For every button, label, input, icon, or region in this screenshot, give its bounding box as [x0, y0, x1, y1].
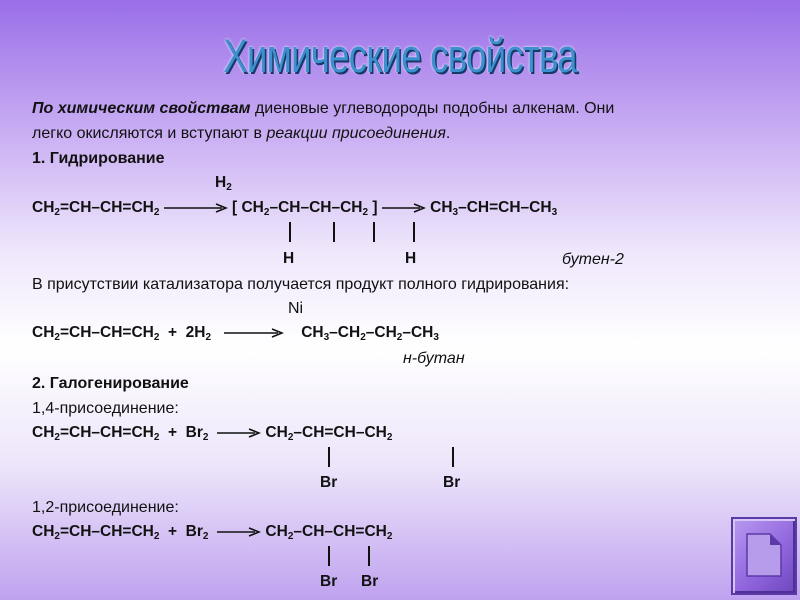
reaction-hydrogenation: $CH_2=CH-CH=CH_2$ [ $CH_2-CH-CH-CH_2$ ] $CH_3-CH=CH-CH_3$ [32, 199, 558, 218]
bromine-atom: Br [443, 474, 461, 491]
intro-text: диеновые углеводороды подобны алкенам. Они [250, 100, 615, 117]
reaction-arrow-icon [382, 203, 426, 213]
hydrogen-atom: H [283, 250, 295, 267]
intro-text-2: легко окисляются и вступают в [32, 125, 267, 142]
document-icon [746, 533, 782, 577]
bond-line [413, 222, 415, 242]
reaction-1-4-addition: $CH_2=CH-CH=CH_2 + Br_2$ $CH_2-CH=CH-CH_2$ [32, 424, 393, 443]
catalyst-label: Ni [288, 300, 304, 317]
hydrogen-atom: H [405, 250, 417, 267]
bond-line [333, 222, 335, 242]
reagent-label: $H_2$ [215, 174, 232, 193]
bond-line [328, 546, 330, 566]
bond-line [368, 546, 370, 566]
bromine-atom: Br [320, 474, 338, 491]
intro-line-2 [32, 125, 450, 143]
intro-emphasis-2: реакции присоединения [266, 125, 446, 142]
bond-line [328, 447, 330, 467]
subheading-1-2-addition: 1,2-присоединение: [32, 499, 179, 516]
page-title: Химические свойства [223, 29, 577, 82]
reaction-1-2-addition: $CH_2=CH-CH=CH_2 + Br_2$ $CH_2-CH-CH=CH_2$ [32, 523, 393, 542]
section-heading-hydrogenation: 1. Гидрирование [32, 150, 165, 167]
bromine-atom: Br [361, 573, 379, 590]
reaction-arrow-icon [164, 203, 228, 213]
intro-emphasis: По химическим свойствам [32, 100, 251, 117]
reaction-full-hydrogenation: $CH_2=CH-CH=CH_2 + 2H_2$ $CH_3-CH_2-CH_2-CH_3$ [32, 324, 439, 343]
intro-line-1 [32, 100, 614, 118]
bond-line [289, 222, 291, 242]
product-name-butene: бутен-2 [562, 251, 624, 268]
reaction-arrow-icon [224, 328, 284, 338]
section-heading-halogenation: 2. Галогенирование [32, 375, 189, 392]
subheading-1-4-addition: 1,4-присоединение: [32, 400, 179, 417]
intro-period: . [445, 125, 451, 142]
product-name-butane: н-бутан [403, 350, 465, 367]
reaction-arrow-icon [217, 428, 261, 438]
reaction-arrow-icon [217, 527, 261, 537]
document-nav-button[interactable] [731, 517, 797, 595]
bromine-atom: Br [320, 573, 338, 590]
bond-line [373, 222, 375, 242]
catalyst-note: В присутствии катализатора получается продукт полного гидрирования: [32, 276, 570, 293]
bond-line [452, 447, 454, 467]
